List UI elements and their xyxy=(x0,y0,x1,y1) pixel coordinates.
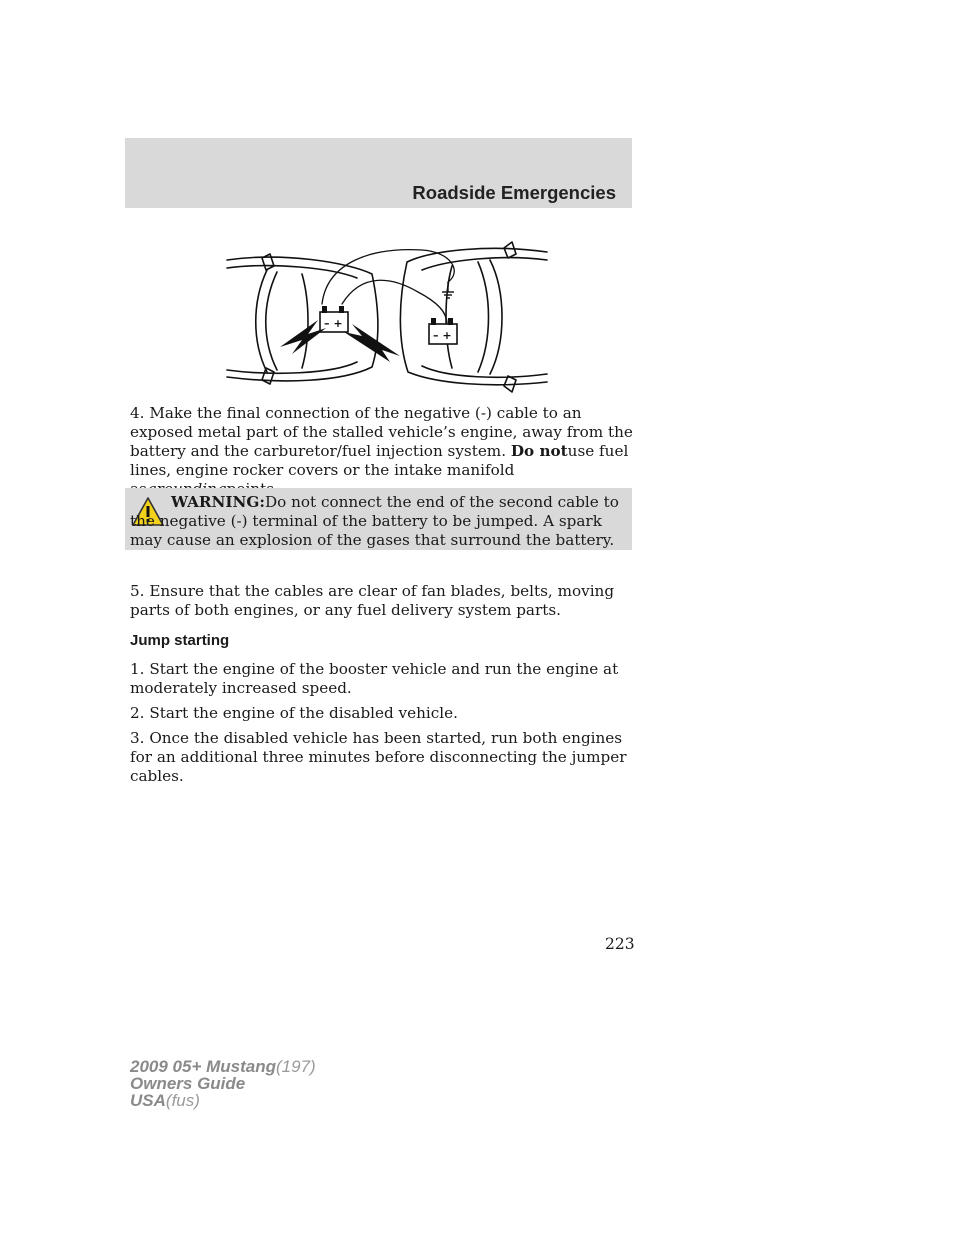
jump-start-diagram xyxy=(222,232,552,397)
lightning-bolt-icon xyxy=(344,324,400,362)
warning-text: WARNING:Do not connect the end of the second cable to the negative (-) terminal of the battery to be jumped. A spark may cause an explosion of the gases that surround the battery. xyxy=(130,493,619,549)
booster-car-outline xyxy=(227,254,378,384)
svg-text:– +: – + xyxy=(324,317,343,330)
section-header-band xyxy=(125,138,632,208)
svg-text:– +: – + xyxy=(433,329,452,342)
jump-starting-heading: Jump starting xyxy=(130,632,230,649)
booster-battery xyxy=(320,306,348,332)
disabled-car-outline xyxy=(400,242,547,392)
lightning-bolt-icon xyxy=(280,320,326,354)
document-footer: 2009 05+ Mustang(197) Owners Guide USA(fus) xyxy=(130,1057,316,1110)
section-title: Roadside Emergencies xyxy=(412,182,616,203)
ground-point-icon xyxy=(442,282,454,298)
jump-step-2: 2. Start the engine of the disabled vehicle. xyxy=(130,704,458,722)
step-5-paragraph: 5. Ensure that the cables are clear of fan blades, belts, moving parts of both engines, or any fuel delivery system parts. xyxy=(130,582,615,619)
warning-box xyxy=(125,488,632,550)
step-4-paragraph: 4. Make the final connection of the negative (-) cable to an exposed metal part of the stalled vehicle’s engine, away from the battery and the carburetor/fuel injection system. Do notuse fuel lines, engine rocker covers or the intake manifold xyxy=(130,404,633,479)
jump-step-1: 1. Start the engine of the booster vehicle and run the engine at moderately increased speed. xyxy=(130,660,619,697)
page-number: 223 xyxy=(605,935,635,953)
disabled-battery xyxy=(429,318,457,344)
jump-step-3: 3. Once the disabled vehicle has been started, run both engines for an additional three minutes before disconnecting the jumper cables. xyxy=(130,729,627,785)
